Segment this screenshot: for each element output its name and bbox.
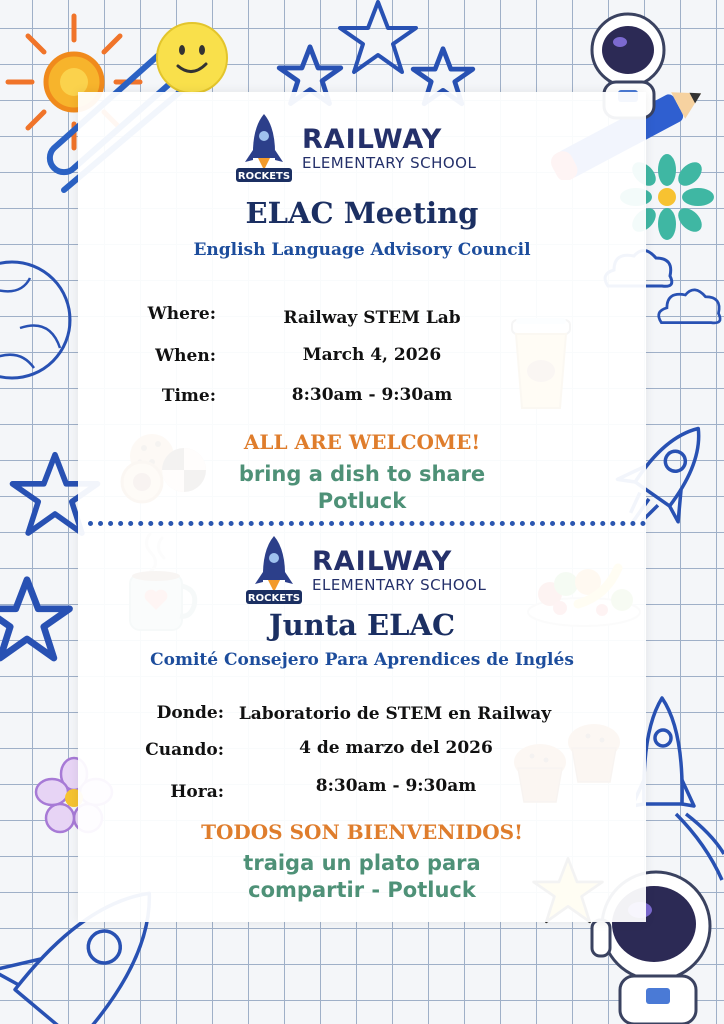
- rockets-mascot-text: ROCKETS: [237, 171, 291, 182]
- smiley-icon: [154, 20, 230, 96]
- logo-school: ELEMENTARY SCHOOL: [302, 153, 477, 172]
- spanish-subtitle: Comité Consejero Para Aprendices de Inglés: [150, 650, 574, 670]
- logo-name: RAILWAY: [302, 123, 443, 155]
- spanish-dish-line-1: traiga un plato para: [243, 851, 481, 875]
- spanish-welcome-text: TODOS SON BIENVENIDOS!: [201, 820, 523, 844]
- cuando-value: 4 de marzo del 2026: [299, 738, 493, 758]
- dish-line-2: Potluck: [317, 489, 407, 513]
- time-value: 8:30am - 9:30am: [291, 385, 453, 405]
- logo-school: ELEMENTARY SCHOOL: [312, 575, 487, 594]
- cuando-label: Cuando:: [145, 740, 224, 760]
- spanish-title: Junta ELAC: [268, 608, 456, 642]
- where-value: Railway STEM Lab: [283, 308, 461, 328]
- school-logo: [234, 112, 476, 184]
- logo-name: RAILWAY: [312, 545, 453, 577]
- hora-value: 8:30am - 9:30am: [315, 776, 477, 796]
- school-logo: [244, 534, 486, 606]
- when-value: March 4, 2026: [302, 345, 442, 365]
- time-label: Time:: [161, 386, 216, 406]
- hora-label: Hora:: [170, 782, 224, 802]
- globe-icon: [0, 258, 76, 382]
- welcome-text: ALL ARE WELCOME!: [243, 430, 481, 454]
- rocket-logo-icon: [244, 534, 304, 606]
- cloud-icon: [654, 282, 724, 330]
- section-divider: [88, 521, 646, 526]
- when-label: When:: [155, 346, 216, 366]
- star-outline-icon: [336, 0, 420, 76]
- where-label: Where:: [147, 304, 216, 324]
- donde-label: Donde:: [156, 703, 224, 723]
- donde-value: Laboratorio de STEM en Railway: [238, 704, 552, 724]
- dish-line-1: bring a dish to share: [238, 462, 486, 486]
- page-title: ELAC Meeting: [245, 196, 479, 230]
- page-subtitle: English Language Advisory Council: [193, 240, 531, 260]
- spanish-dish-line-2: compartir - Potluck: [248, 878, 476, 902]
- rockets-mascot-text: ROCKETS: [247, 593, 301, 604]
- rocket-logo-icon: [234, 112, 294, 184]
